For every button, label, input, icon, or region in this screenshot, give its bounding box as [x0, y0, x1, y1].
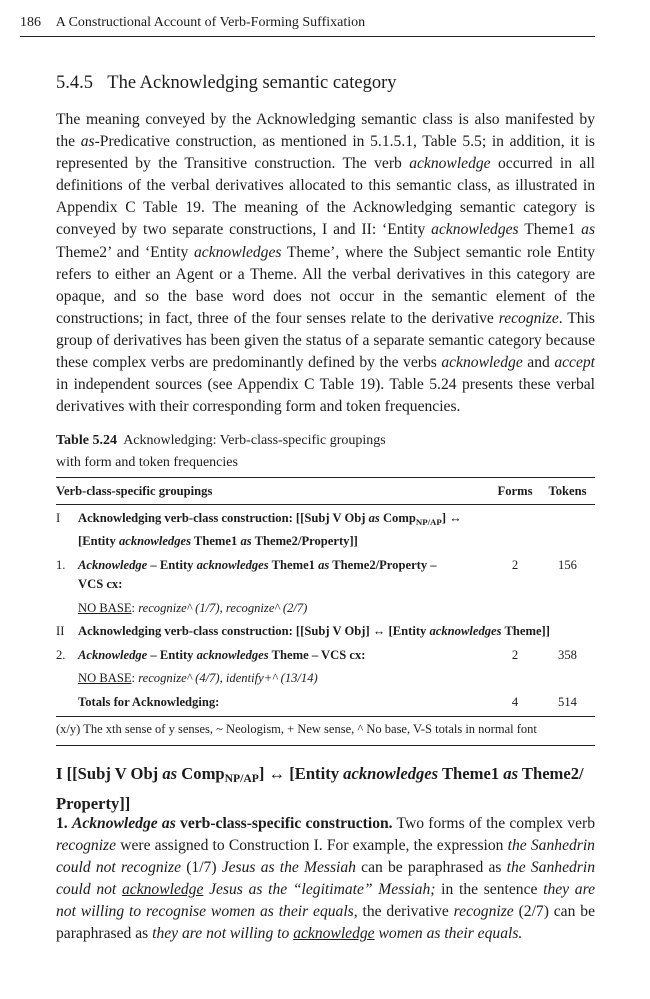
bold-run: verb-class-specific construction.	[175, 815, 393, 832]
construction-cell	[78, 504, 490, 552]
italic-run: recognize	[498, 309, 559, 327]
text-run: the derivative	[357, 903, 454, 921]
empty-cell	[540, 665, 595, 689]
italic-run: acknowledges	[196, 647, 269, 662]
italic-run: as	[581, 221, 596, 239]
table-row	[56, 665, 595, 689]
section-heading	[56, 73, 397, 94]
italic-run: as	[240, 534, 252, 548]
text-run: I [[Subj V Obj	[56, 764, 163, 783]
text-run: Theme1	[518, 221, 582, 239]
table-row	[56, 504, 595, 552]
text-run: Theme2/Property]]	[251, 534, 358, 548]
body-paragraph-1	[56, 109, 595, 418]
text-run: (2/7) can be paraphrased as	[56, 903, 595, 943]
text-run: The meaning conveyed by the Acknowledging semantic class is also manifested by the	[56, 111, 595, 151]
text-run: in independent sources (see Appendix C Table 19). Table 5.24 presents these verbal derivatives with their corresponding form and token frequencies.	[56, 376, 595, 416]
table-footnote: (x/y) The xth sense of y senses, ~ Neologism, + New sense, ^ No base, V-S totals in normal font	[56, 722, 595, 746]
italic-run: acknowledges	[343, 764, 439, 783]
italic-run: Acknowledge	[78, 557, 148, 572]
italic-run: recognize	[453, 903, 514, 921]
construction-cell	[78, 618, 595, 642]
text-run: Theme2/Property –	[329, 557, 437, 572]
subscript: NP/AP	[224, 772, 259, 785]
underlined-run: acknowledge	[121, 881, 204, 899]
col-header-forms: Forms	[490, 478, 540, 505]
table-row	[56, 618, 595, 642]
running-title: A Constructional Account of Verb-Forming Suffixation	[55, 15, 366, 30]
text-run: :	[131, 671, 139, 685]
text-run: Theme]]	[501, 624, 550, 638]
forms-value: 2	[511, 647, 519, 662]
construction-cell	[78, 642, 490, 666]
nobase-cell	[78, 595, 490, 619]
section-title: The Acknowledging semantic category	[107, 73, 397, 93]
italic-run: as	[503, 764, 519, 783]
page-number: 186	[20, 15, 41, 30]
text-run: [Entity	[78, 534, 119, 548]
italic-run: recognize	[56, 837, 117, 855]
nobase-label: NO BASE	[78, 671, 132, 685]
table-row	[56, 595, 595, 619]
totals-forms: 4	[490, 689, 540, 717]
caption-line-2: with form and token frequencies	[56, 454, 238, 470]
text-run: Acknowledging verb-class construction: [[Subj V Obj	[78, 510, 369, 525]
text-run: Two forms of the complex verb	[392, 815, 596, 832]
subscript: NP/AP	[415, 516, 442, 527]
empty-cell	[540, 595, 595, 619]
section-number: 5.4.5	[56, 73, 93, 93]
tokens-value: 358	[558, 647, 577, 662]
italic-run: the Sanhedrin could not recognize	[56, 837, 595, 877]
italic-run: acknowledges	[429, 624, 502, 638]
italic-run: as	[162, 764, 178, 783]
running-header	[20, 15, 365, 31]
text-run: . This group of derivatives has been given the status of a separate semantic category because these complex verbs are predominantly defined by the verbs	[56, 309, 595, 372]
text-run: ] ↔	[441, 510, 462, 525]
text-run: were assigned to Construction I. For example, the expression	[116, 837, 508, 855]
empty-cell	[56, 665, 78, 689]
nobase-label: NO BASE	[78, 600, 132, 615]
text-run: Comp	[379, 510, 416, 525]
text-run: VCS cx:	[78, 577, 123, 591]
italic-run: acknowledges	[118, 534, 191, 548]
text-run: Theme – VCS cx:	[268, 647, 366, 662]
italic-run: the Sanhedrin could not	[56, 859, 595, 899]
italic-run: recognize^ (4/7), identify+^ (13/14)	[138, 671, 318, 685]
totals-row	[56, 689, 595, 717]
nobase-cell	[78, 665, 490, 689]
row-index: II	[56, 624, 65, 638]
table-caption	[56, 430, 386, 473]
text-run: occurred in all definitions of the verbal derivatives allocated to this semantic class, as illustrated in Appendix C Table 19. The meaning of the Acknowledging semantic category is conveyed by two separate constructions, I and II: ‘Entity	[56, 155, 595, 239]
construction-cell	[78, 552, 490, 595]
body-paragraph-2	[56, 813, 595, 946]
text-run: – Entity	[147, 557, 197, 572]
italic-run: as	[80, 133, 95, 151]
empty-cell	[56, 689, 78, 717]
underlined-run: acknowledge	[293, 925, 375, 943]
text-run: can be paraphrased as	[355, 859, 507, 877]
item-number: 1.	[56, 815, 72, 832]
col-header-tokens: Tokens	[540, 478, 595, 505]
text-run: (1/7)	[181, 859, 222, 877]
col-header-groupings: Verb-class-specific groupings	[56, 478, 490, 505]
table-header-row	[56, 478, 595, 505]
italic-run: acknowledges	[196, 557, 269, 572]
text-run: :	[131, 600, 139, 615]
text-run: Theme’, where the Subject semantic role Entity refers to either an Agent or a Theme. All the verbal derivatives in this category are opaque, and so the base word does not occur in the semantic element of the constructions; in fact, three of the four senses relate to the derivative	[56, 243, 595, 327]
italic-run: Jesus as the “legitimate” Messiah;	[203, 881, 436, 899]
empty-cell	[490, 595, 540, 619]
totals-tokens: 514	[540, 689, 595, 717]
empty-cell	[490, 665, 540, 689]
text-run: Theme1	[191, 534, 241, 548]
italic-run: recognize^ (1/7), recognize^ (2/7)	[138, 600, 308, 615]
italic-run: acknowledge	[441, 354, 523, 372]
italic-run: they are not willing to	[152, 925, 294, 943]
italic-run: acknowledge	[409, 155, 491, 173]
caption-line-1: Acknowledging: Verb-class-specific groupings	[123, 433, 386, 448]
construction-heading	[56, 762, 595, 816]
italic-run: as	[318, 557, 330, 572]
tokens-value: 156	[558, 557, 577, 572]
row-index: I	[56, 510, 61, 525]
text-run: ] ↔ [Entity	[258, 764, 344, 783]
text-run: -Predicative construction, as mentioned in 5.1.5.1, Table 5.5; in addition, it is represented by the Transitive construction. The verb	[56, 133, 596, 173]
italic-run: accept	[554, 354, 596, 372]
text-run: Theme2/ Property]]	[56, 764, 584, 813]
empty-cell	[56, 595, 78, 619]
table-row	[56, 552, 595, 595]
italic-run: Acknowledge	[78, 647, 148, 662]
header-rule	[20, 36, 595, 37]
empty-cell	[490, 504, 540, 552]
italic-run: women as their equals.	[374, 925, 523, 943]
text-run: Comp	[177, 764, 225, 783]
row-index: 1.	[56, 557, 66, 572]
italic-run: Jesus as the Messiah	[221, 859, 356, 877]
italic-run: they are not willing to recognise women as their equals,	[56, 881, 596, 921]
italic-run: Acknowledge as	[71, 815, 176, 832]
text-run: Theme1	[268, 557, 319, 572]
data-table	[56, 477, 595, 717]
table-row	[56, 642, 595, 666]
text-run: Acknowledging verb-class construction: [[Subj V Obj] ↔ [Entity	[78, 624, 430, 638]
italic-run: acknowledges	[431, 221, 519, 239]
empty-cell	[540, 504, 595, 552]
text-run: in the sentence	[435, 881, 544, 899]
text-run: – Entity	[147, 647, 197, 662]
totals-label: Totals for Acknowledging:	[78, 689, 490, 717]
forms-value: 2	[511, 557, 519, 572]
italic-run: acknowledges	[193, 243, 282, 261]
text-run: and	[522, 354, 555, 372]
row-index: 2.	[56, 647, 66, 662]
italic-run: as	[368, 510, 380, 525]
text-run: Theme2’ and ‘Entity	[56, 243, 194, 261]
table-label: Table 5.24	[56, 433, 117, 448]
text-run: Theme1	[438, 764, 504, 783]
